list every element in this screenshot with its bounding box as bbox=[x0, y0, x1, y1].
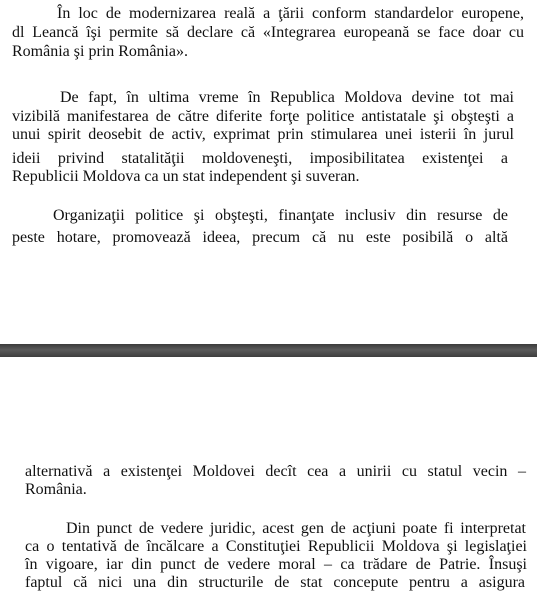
text-line: faptul că nici una din structurile de stat concepute pentru a asigura bbox=[25, 574, 525, 591]
text-line: România şi prin România». bbox=[12, 43, 188, 60]
text-line: dl Leancă îşi permite să declare că «Integrarea europeană se face doar cu bbox=[12, 24, 524, 41]
text-line: ideii privind statalităţii moldoveneşti, imposibilitatea existenţei a bbox=[12, 150, 508, 167]
text-line: în vigoare, iar din punct de vedere moral – ca trădare de Patrie. Însuşi bbox=[25, 556, 527, 573]
text-line: În loc de modernizarea reală a ţării conform standardelor europene, bbox=[57, 5, 524, 22]
text-line: unui spirit deosebit de activ, exprimat prin stimularea unei isterii în jurul bbox=[12, 126, 514, 143]
text-line: Organizaţii politice şi obşteşti, finanţate inclusiv din resurse de bbox=[53, 207, 508, 224]
text-line: Din punct de vedere juridic, acest gen de acţiuni poate fi interpretat bbox=[66, 520, 526, 537]
text-line: ca o tentativă de încălcare a Constituţiei Republicii Moldova şi legislaţiei bbox=[25, 538, 527, 555]
document-page-bottom bbox=[0, 357, 537, 601]
text-line: De fapt, în ultima vreme în Republica Moldova devine tot mai bbox=[60, 89, 514, 106]
text-line: România. bbox=[25, 481, 87, 498]
text-line: vizibilă manifestarea de către diferite forţe politice antistatale şi obşteşti a bbox=[12, 108, 514, 125]
text-line: alternativă a existenţei Moldovei decît cea a unirii cu statul vecin – bbox=[25, 463, 526, 480]
text-line: peste hotare, promovează ideea, precum că nu este posibilă o altă bbox=[12, 229, 508, 246]
page-separator bbox=[0, 344, 537, 357]
text-line: Republicii Moldova ca un stat independent şi suveran. bbox=[12, 168, 360, 185]
